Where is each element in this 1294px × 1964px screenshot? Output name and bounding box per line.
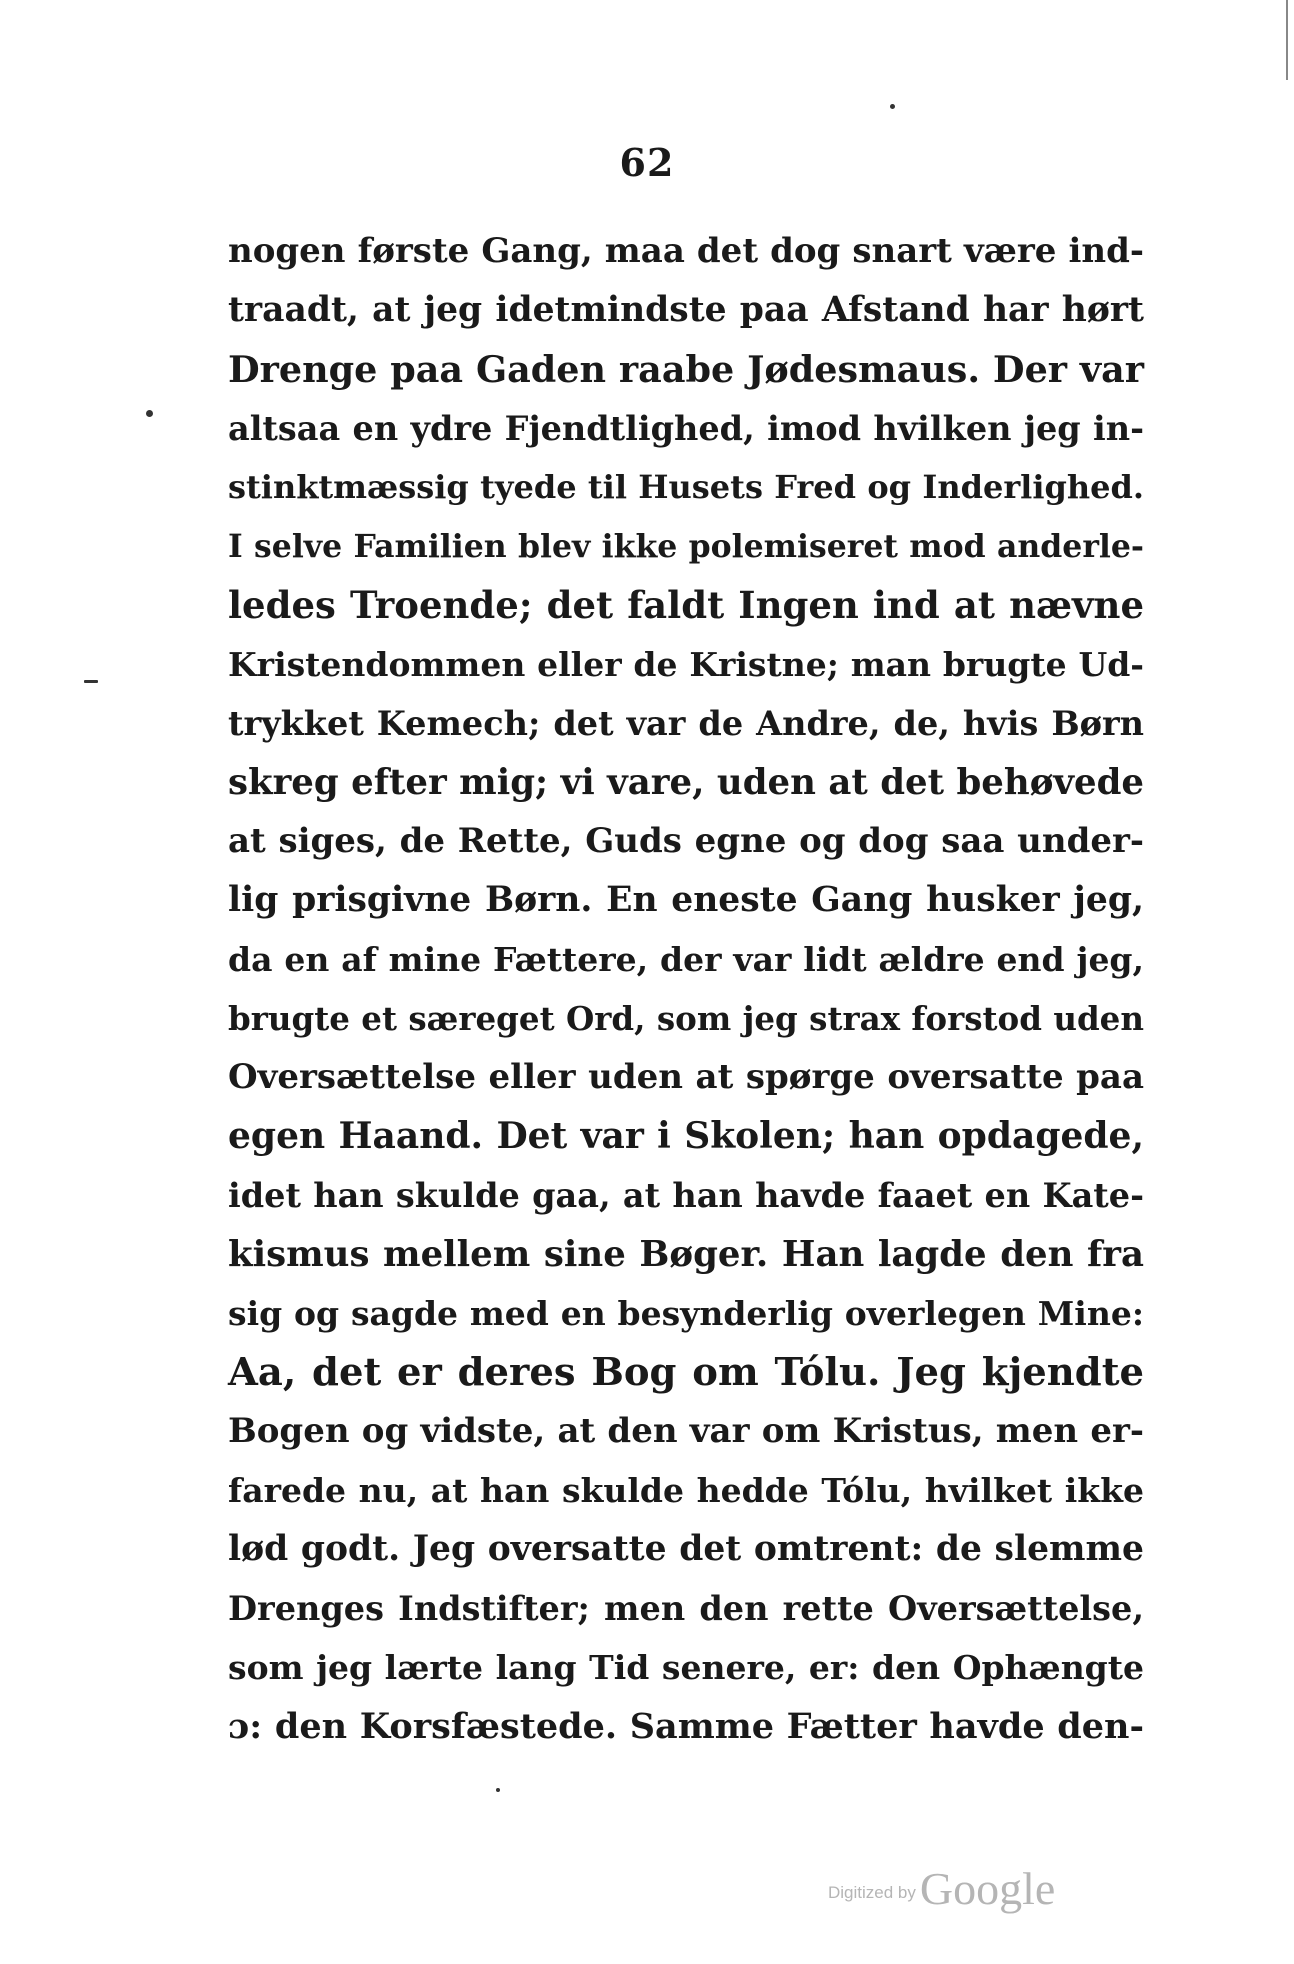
scan-speck [496, 1788, 500, 1792]
text-line: I selve Familien blev ikke polemiseret mod anderle- [228, 528, 1144, 565]
text-line: lig prisgivne Børn. En eneste Gang husker jeg, [228, 880, 1144, 920]
body-text [228, 222, 1144, 1756]
text-line: Aa, det er deres Bog om Tólu. Jeg kjendte [228, 1350, 1144, 1395]
text-line: som jeg lærte lang Tid senere, er: den Ophængte [228, 1648, 1144, 1687]
watermark-prefix: Digitized by [828, 1883, 916, 1902]
text-line: ledes Troende; det faldt Ingen ind at nævne [228, 583, 1144, 627]
digitized-watermark [828, 1862, 1055, 1915]
text-line: nogen første Gang, maa det dog snart være ind- [228, 231, 1144, 271]
text-line: skreg efter mig; vi vare, uden at det behøvede [228, 762, 1144, 803]
watermark-brand: Google [919, 1863, 1056, 1914]
text-line: Drenge paa Gaden raabe Jødesmaus. Der var [228, 348, 1144, 391]
page-edge-mark [1286, 0, 1288, 80]
text-line: lød godt. Jeg oversatte det omtrent: de slemme [228, 1529, 1144, 1569]
text-line: trykket Kemech; det var de Andre, de, hvis Børn [228, 704, 1144, 743]
text-line: traadt, at jeg idetmindste paa Afstand har hørt [228, 290, 1144, 330]
text-line: sig og sagde med en besynderlig overlegen Mine: [228, 1294, 1144, 1333]
text-line: at siges, de Rette, Guds egne og dog saa under- [228, 821, 1144, 861]
text-line: stinktmæssig tyede til Husets Fred og Inderlighed. [228, 468, 1144, 506]
scan-speck [890, 104, 895, 109]
text-line: Kristendommen eller de Kristne; man brugte Ud- [228, 645, 1144, 684]
text-line: Bogen og vidste, at den var om Kristus, men er- [228, 1411, 1144, 1451]
text-line: brugte et særeget Ord, som jeg strax forstod uden [228, 999, 1144, 1038]
text-line: Drenges Indstifter; men den rette Oversættelse, [228, 1589, 1144, 1628]
text-line: egen Haand. Det var i Skolen; han opdagede, [228, 1115, 1144, 1157]
text-line: da en af mine Fættere, der var lidt ældre end jeg, [228, 940, 1144, 979]
text-line: ɔ: den Korsfæstede. Samme Fætter havde den- [228, 1706, 1144, 1747]
text-line: Oversættelse eller uden at spørge oversatte paa [228, 1057, 1144, 1097]
text-line: altsaa en ydre Fjendtlighed, imod hvilken jeg in- [228, 409, 1144, 448]
scan-speck [84, 680, 98, 683]
text-line: idet han skulde gaa, at han havde faaet en Kate- [228, 1176, 1144, 1215]
text-line: kismus mellem sine Bøger. Han lagde den fra [228, 1234, 1144, 1275]
scan-speck [146, 410, 153, 417]
text-line: farede nu, at han skulde hedde Tólu, hvilket ikke [228, 1471, 1144, 1510]
page-number: 62 [619, 140, 675, 185]
